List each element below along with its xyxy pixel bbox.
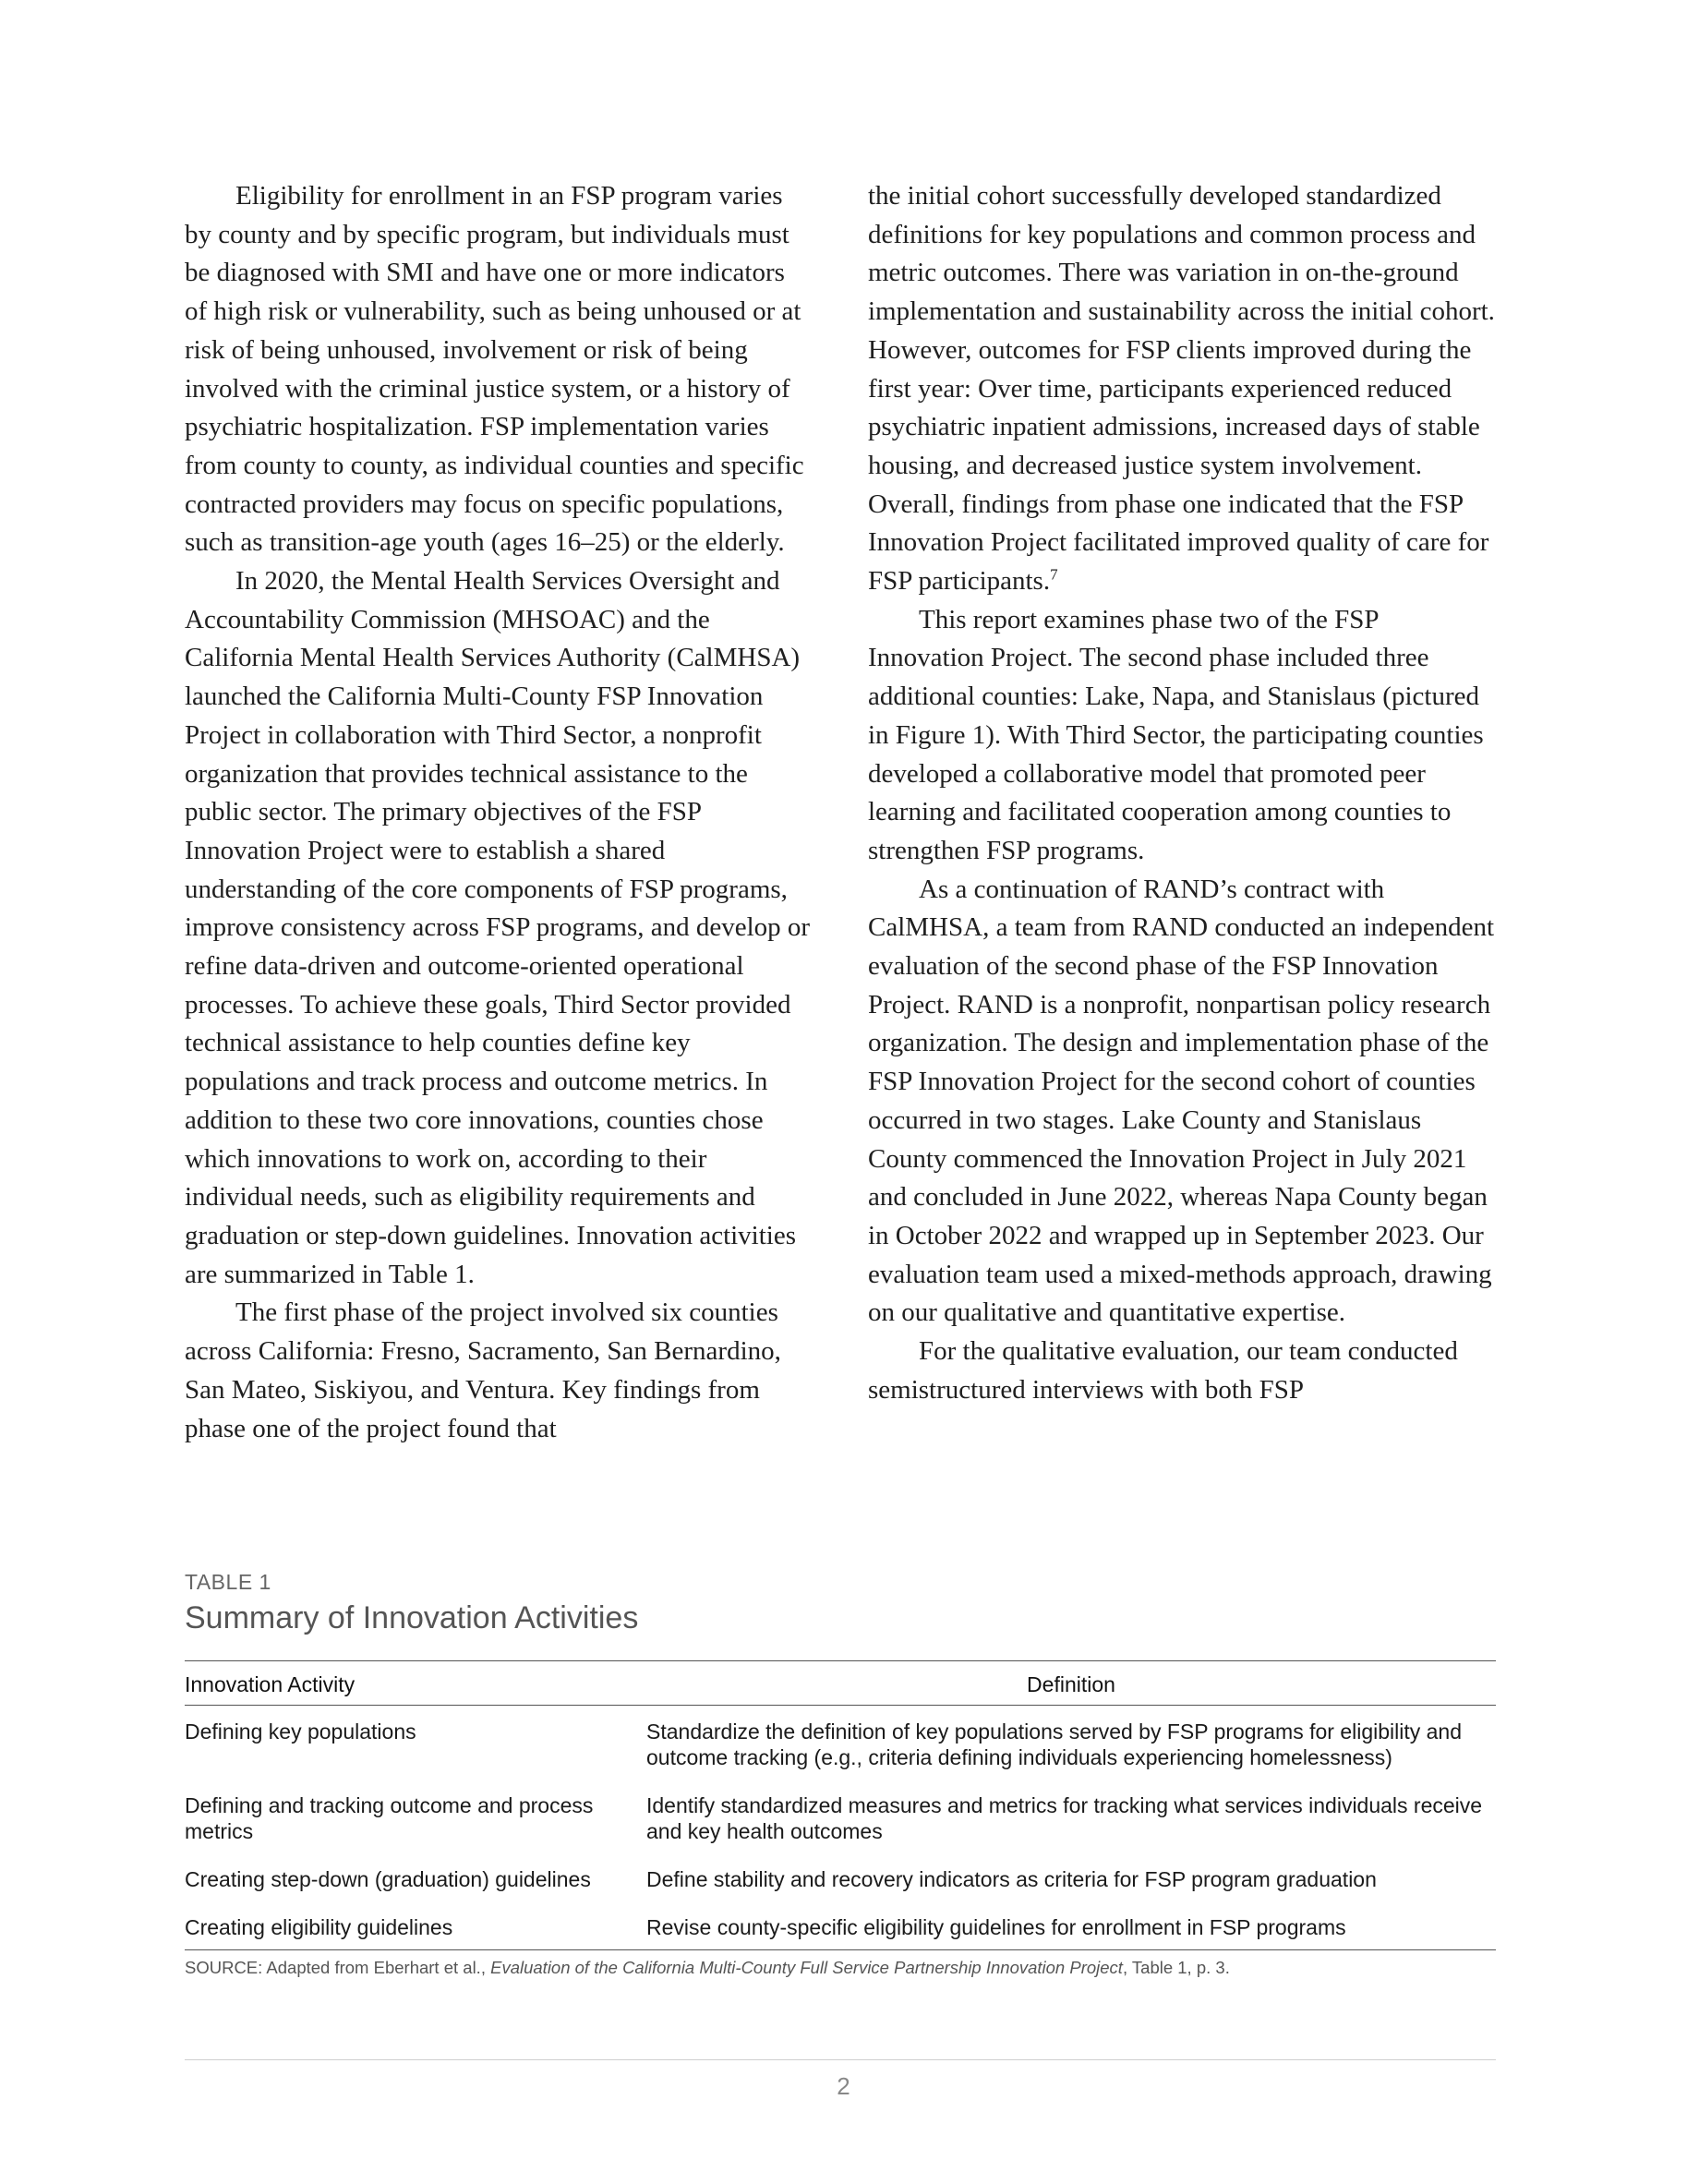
source-title: Evaluation of the California Multi-County Full Service Partnership Innovation Project xyxy=(490,1958,1123,1977)
table-source-note xyxy=(185,1958,1496,1978)
table-cell-definition: Revise county-specific eligibility guidelines for enrollment in FSP programs xyxy=(646,1915,1346,1939)
left-column xyxy=(185,177,813,1448)
column-header-activity: Innovation Activity xyxy=(185,1672,355,1696)
table-cell-definition: Standardize the definition of key populations served by FSP programs for eligibility and outcome tracking (e.g., criteria defining individuals experiencing homelessness) xyxy=(646,1719,1463,1769)
table-cell-activity: Creating eligibility guidelines xyxy=(185,1915,453,1939)
table-row xyxy=(185,1853,1496,1901)
table-cell-definition: Identify standardized measures and metrics for tracking what services individuals receive and key health outcomes xyxy=(646,1793,1483,1843)
table-row xyxy=(185,1780,1496,1853)
paragraph-text: the initial cohort successfully developed standardized definitions for key populations and common process and metric outcomes. There was variation in on-the-ground implementation and sustainability across the initial cohort. However, outcomes for FSP clients improved during the first year: Over time, participants experienced reduced psychiatric inpatient admissions, increased days of stable housing, and decreased justice system involvement. Overall, findings from phase one indicated that the FSP Innovation Project facilitated improved quality of care for FSP participants. xyxy=(868,181,1495,597)
paragraph: Eligibility for enrollment in an FSP program varies by county and by specific program, but individuals must be diagnosed with SMI and have one or more indicators of high risk or vulnerability, such as being unhoused or at risk of being unhoused, involvement or risk of being involved with the criminal justice system, or a history of psychiatric hospitalization. FSP implementation varies from county to county, as individual counties and specific contracted providers may focus on specific populations, such as transition-age youth (ages 16–25) or the elderly. xyxy=(185,181,804,558)
table-cell-activity: Defining and tracking outcome and process metrics xyxy=(185,1793,594,1843)
source-prefix: SOURCE: Adapted from Eberhart et al., xyxy=(185,1958,491,1977)
paragraph-continued xyxy=(868,177,1496,601)
table-label: TABLE 1 xyxy=(185,1570,271,1594)
table-title: Summary of Innovation Activities xyxy=(185,1600,639,1635)
right-column xyxy=(868,177,1496,1448)
body-columns xyxy=(185,177,1496,1448)
table-cell-activity: Defining key populations xyxy=(185,1719,416,1744)
paragraph: For the qualitative evaluation, our team conducted semistructured interviews with both FSP xyxy=(868,1336,1458,1405)
table-row xyxy=(185,1706,1496,1780)
paragraph: This report examines phase two of the FSP Innovation Project. The second phase included three additional counties: Lake, Napa, and Stanislaus (pictured in Figure 1). With Third Sector, the participating counties developed a collaborative model that promoted peer learning and facilitated cooperation among counties to strengthen FSP programs. xyxy=(868,604,1484,865)
table-cell-activity: Creating step-down (graduation) guidelines xyxy=(185,1867,591,1891)
page-number: 2 xyxy=(837,2072,850,2100)
table-cell-definition: Define stability and recovery indicators as criteria for FSP program graduation xyxy=(646,1867,1377,1891)
paragraph: As a continuation of RAND’s contract with CalMHSA, a team from RAND conducted an independent evaluation of the second phase of the FSP Innovation Project. RAND is a nonprofit, nonpartisan policy research organization. The design and implementation phase of the FSP Innovation Project for the second cohort of counties occurred in two stages. Lake County and Stanislaus County commenced the Innovation Project in July 2021 and concluded in June 2022, whereas Napa County began in October 2022 and wrapped up in September 2023. Our evaluation team used a mixed-methods approach, drawing on our qualitative and quantitative expertise. xyxy=(868,874,1495,1328)
footer-divider xyxy=(185,2059,1496,2060)
table-block xyxy=(185,1570,1496,1978)
column-header-definition: Definition xyxy=(1027,1672,1115,1696)
footnote-reference[interactable]: 7 xyxy=(1050,565,1058,584)
table-row xyxy=(185,1901,1496,1949)
paragraph: In 2020, the Mental Health Services Oversight and Accountability Commission (MHSOAC) and the California Mental Health Services Authority (CalMHSA) launched the California Multi-County FSP Innovation Project in collaboration with Third Sector, a nonprofit organization that provides technical assistance to the public sector. The primary objectives of the FSP Innovation Project were to establish a shared understanding of the core components of FSP programs, improve consistency across FSP programs, and develop or refine data-driven and outcome-oriented operational processes. To achieve these goals, Third Sector provided technical assistance to help counties define key populations and track process and outcome metrics. In addition to these two core innovations, counties chose which innovations to work on, according to their individual needs, such as eligibility requirements and graduation or step-down guidelines. Innovation activities are summarized in Table 1. xyxy=(185,566,811,1289)
paragraph: The first phase of the project involved six counties across California: Fresno, Sacramento, San Bernardino, San Mateo, Siskiyou, and Ventura. Key findings from phase one of the project found that xyxy=(185,1297,781,1443)
innovation-table xyxy=(185,1660,1496,1950)
table-header-row xyxy=(185,1661,1496,1706)
source-suffix: , Table 1, p. 3. xyxy=(1122,1958,1230,1977)
